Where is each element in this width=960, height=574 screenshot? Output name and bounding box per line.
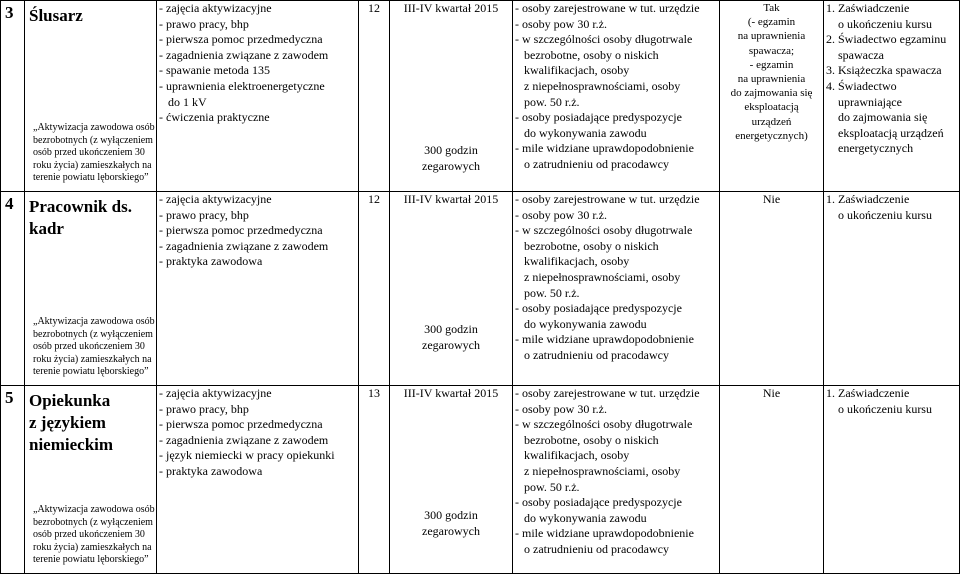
exam-line: eksploatacją [744, 101, 799, 114]
document-item: 1. Zaświadczenie [826, 1, 910, 15]
project-note-line: osób przed ukończeniem 30 [33, 147, 145, 159]
hours-text [390, 322, 512, 353]
program-item: do 1 kV [159, 94, 207, 109]
exam-cell [720, 1, 824, 192]
target-group-item: - osoby zarejestrowane w tut. urzędzie [515, 192, 700, 206]
course-title-line: Ślusarz [29, 6, 83, 25]
program-item: - prawo pracy, bhp [159, 207, 249, 222]
target-group-item: do wykonywania zawodu [515, 316, 647, 331]
documents-cell [824, 1, 960, 192]
document-item: 3. Książeczka spawacza [826, 63, 942, 78]
project-note-line: osób przed ukończeniem 30 [33, 529, 145, 541]
document-item: o ukończeniu kursu [826, 16, 932, 31]
target-group-item: - osoby posiadające predyspozycje [515, 110, 682, 125]
row-number: 4 [1, 192, 25, 386]
table-row [1, 1, 960, 192]
project-note-line: roku życia) zamieszkałych na [33, 159, 152, 171]
target-group-item: pow. 50 r.ż. [515, 94, 580, 109]
program-item: - zagadnienia związane z zawodem [159, 432, 329, 447]
participants-count: 12 [359, 1, 390, 192]
hours-line: 300 godzin [424, 322, 478, 336]
program-item: - praktyka zawodowa [159, 463, 263, 478]
period-text: III-IV kwartał 2015 [403, 1, 499, 15]
project-note-line: roku życia) zamieszkałych na [33, 353, 152, 365]
hours-line: zegarowych [422, 523, 480, 538]
program-cell [157, 1, 359, 192]
course-title-line: kadr [29, 219, 64, 238]
target-group-item: - osoby zarejestrowane w tut. urzędzie [515, 1, 700, 15]
project-note [33, 504, 155, 567]
period-cell [390, 1, 513, 192]
document-item: 1. Zaświadczenie [826, 386, 910, 400]
target-group-item: z niepełnosprawnościami, osoby [515, 463, 681, 478]
period-cell [390, 386, 513, 574]
exam-line: spawacza; [748, 44, 795, 57]
document-item: spawacza [826, 47, 884, 62]
target-group-item: kwalifikacjach, osoby [515, 63, 630, 78]
exam-line: energetycznych) [735, 129, 808, 142]
program-item: - pierwsza pomoc przedmedyczna [159, 32, 323, 47]
program-item: - język niemiecki w pracy opiekunki [159, 448, 335, 463]
exam-line: Tak [763, 2, 780, 14]
program-item: - ćwiczenia praktyczne [159, 110, 270, 125]
exam-cell [720, 192, 824, 386]
target-group-item: - mile widziane uprawdopodobnienie [515, 332, 694, 347]
course-title-line: niemieckim [29, 435, 114, 454]
course-title [25, 192, 156, 240]
target-group-item: - osoby pow 30 r.ż. [515, 207, 607, 222]
target-group-cell [513, 386, 720, 574]
exam-line: na uprawnienia [737, 30, 806, 43]
program-item: - pierwsza pomoc przedmedyczna [159, 417, 323, 432]
target-group-item: - mile widziane uprawdopodobnienie [515, 526, 694, 541]
program-item: - zajęcia aktywizacyjne [159, 1, 272, 15]
hours-line: zegarowych [422, 337, 480, 352]
project-note [33, 316, 155, 379]
target-group-item: pow. 50 r.ż. [515, 479, 580, 494]
row-number: 5 [1, 386, 25, 574]
project-note-line: bezrobotnych (z wyłączeniem [33, 516, 153, 528]
project-note-line: terenie powiatu lęborskiego” [33, 172, 149, 184]
project-note-line: osób przed ukończeniem 30 [33, 341, 145, 353]
document-item: o ukończeniu kursu [826, 207, 932, 222]
target-group-cell [513, 1, 720, 192]
course-title-line: Pracownik ds. [29, 197, 132, 216]
course-name-cell [25, 192, 157, 386]
program-item: - praktyka zawodowa [159, 254, 263, 269]
document-item: 2. Świadectwo egzaminu [826, 32, 947, 47]
program-item: - uprawnienia elektroenergetyczne [159, 78, 325, 93]
target-group-item: do wykonywania zawodu [515, 510, 647, 525]
target-group-item: pow. 50 r.ż. [515, 285, 580, 300]
target-group-item: - w szczególności osoby długotrwale [515, 417, 693, 432]
exam-line: do zajmowania się [730, 87, 813, 100]
target-group-item: do wykonywania zawodu [515, 125, 647, 140]
course-title [25, 386, 156, 456]
target-group-item: kwalifikacjach, osoby [515, 448, 630, 463]
period-text: III-IV kwartał 2015 [403, 192, 499, 206]
row-number: 3 [1, 1, 25, 192]
exam-line: Nie [762, 386, 781, 400]
period-cell [390, 192, 513, 386]
target-group-item: - w szczególności osoby długotrwale [515, 32, 693, 47]
exam-line: (- egzamin [747, 16, 796, 29]
project-note-line: bezrobotnych (z wyłączeniem [33, 328, 153, 340]
course-title [25, 1, 156, 27]
program-item: - zajęcia aktywizacyjne [159, 386, 272, 400]
program-item: - spawanie metoda 135 [159, 63, 270, 78]
course-name-cell [25, 386, 157, 574]
target-group-item: o zatrudnieniu od pracodawcy [515, 156, 669, 171]
hours-text [390, 508, 512, 539]
target-group-item: - osoby zarejestrowane w tut. urzędzie [515, 386, 700, 400]
exam-line: Nie [762, 192, 781, 206]
exam-line: na uprawnienia [737, 73, 806, 86]
target-group-item: bezrobotne, osoby o niskich [515, 238, 659, 253]
project-note [33, 122, 155, 185]
program-item: - prawo pracy, bhp [159, 401, 249, 416]
target-group-item: z niepełnosprawnościami, osoby [515, 269, 681, 284]
target-group-cell [513, 192, 720, 386]
project-note-line: roku życia) zamieszkałych na [33, 541, 152, 553]
course-title-line: z językiem [29, 413, 106, 432]
period-text: III-IV kwartał 2015 [403, 386, 499, 400]
document-item: do zajmowania się [826, 110, 928, 125]
project-note-line: „Aktywizacja zawodowa osób [33, 122, 155, 134]
hours-line: zegarowych [422, 158, 480, 173]
exam-cell [720, 386, 824, 574]
project-note-line: bezrobotnych (z wyłączeniem [33, 134, 153, 146]
project-note-line: „Aktywizacja zawodowa osób [33, 504, 155, 516]
document-item: o ukończeniu kursu [826, 401, 932, 416]
hours-line: 300 godzin [424, 143, 478, 157]
program-item: - pierwsza pomoc przedmedyczna [159, 223, 323, 238]
target-group-item: - osoby posiadające predyspozycje [515, 301, 682, 316]
program-cell [157, 192, 359, 386]
target-group-item: bezrobotne, osoby o niskich [515, 432, 659, 447]
program-item: - prawo pracy, bhp [159, 16, 249, 31]
program-item: - zagadnienia związane z zawodem [159, 47, 329, 62]
document-item: eksploatacją urządzeń [826, 125, 944, 140]
project-note-line: terenie powiatu lęborskiego” [33, 366, 149, 378]
document-item: energetycznych [826, 141, 914, 156]
exam-line: - egzamin [749, 58, 794, 71]
target-group-item: kwalifikacjach, osoby [515, 254, 630, 269]
target-group-item: z niepełnosprawnościami, osoby [515, 78, 681, 93]
hours-text [390, 143, 512, 174]
target-group-item: - osoby pow 30 r.ż. [515, 16, 607, 31]
program-cell [157, 386, 359, 574]
project-note-line: terenie powiatu lęborskiego” [33, 554, 149, 566]
program-item: - zagadnienia związane z zawodem [159, 238, 329, 253]
program-item: - zajęcia aktywizacyjne [159, 192, 272, 206]
target-group-item: - w szczególności osoby długotrwale [515, 223, 693, 238]
documents-cell [824, 192, 960, 386]
participants-count: 12 [359, 192, 390, 386]
documents-cell [824, 386, 960, 574]
document-item: 4. Świadectwo [826, 78, 897, 93]
target-group-item: o zatrudnieniu od pracodawcy [515, 541, 669, 556]
target-group-item: o zatrudnieniu od pracodawcy [515, 347, 669, 362]
exam-line: urządzeń [751, 115, 792, 128]
course-name-cell [25, 1, 157, 192]
target-group-item: bezrobotne, osoby o niskich [515, 47, 659, 62]
target-group-item: - mile widziane uprawdopodobnienie [515, 141, 694, 156]
course-title-line: Opiekunka [29, 391, 111, 410]
document-item: 1. Zaświadczenie [826, 192, 910, 206]
participants-count: 13 [359, 386, 390, 574]
hours-line: 300 godzin [424, 508, 478, 522]
target-group-item: - osoby posiadające predyspozycje [515, 495, 682, 510]
project-note-line: „Aktywizacja zawodowa osób [33, 316, 155, 328]
document-item: uprawniające [826, 94, 902, 109]
target-group-item: - osoby pow 30 r.ż. [515, 401, 607, 416]
table-row [1, 192, 960, 386]
table-row [1, 386, 960, 574]
